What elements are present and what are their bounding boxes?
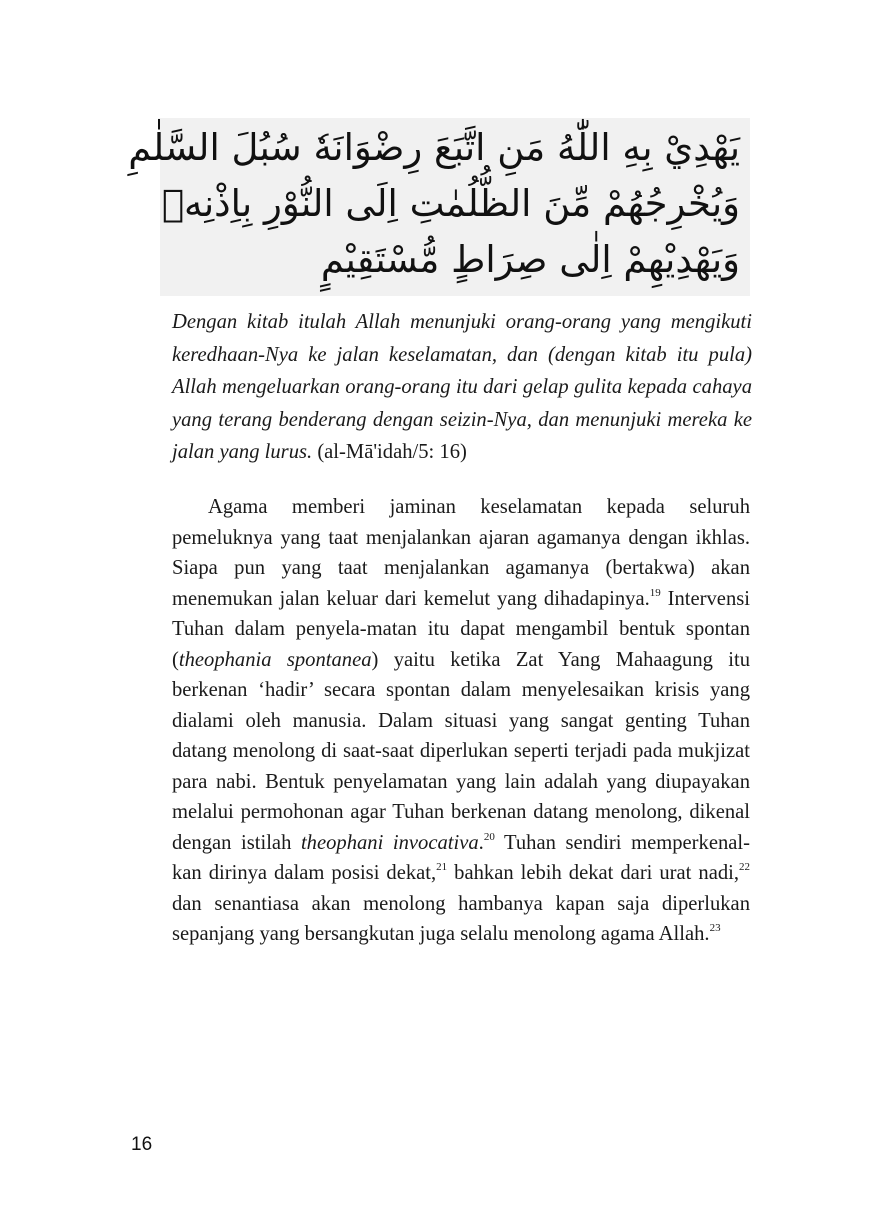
quran-verse-line-2: وَيُخْرِجُهُمْ مِّنَ الظُّلُمٰتِ اِلَى النُّوْرِ بِاِذْنِهٖ [161, 182, 740, 225]
translation-text: Dengan kitab itulah Allah menunjuki orang-orang yang mengikuti keredhaan-Nya ke jalan keselamatan, dan (dengan kitab itu pula) Allah mengeluarkan orang-orang itu dari gelap gulita kepada cahaya yang terang benderang dengan seizin-Nya, dan menunjuki mereka ke jalan yang lurus. [172, 311, 752, 463]
footnote-ref-23[interactable]: 23 [709, 922, 721, 934]
sentence-6: bahkan lebih dekat dari urat nadi, [447, 862, 739, 884]
footnote-ref-22[interactable]: 22 [739, 861, 750, 873]
sentence-4: . [478, 831, 484, 854]
sentence-1: Agama memberi jaminan keselamatan kepada seluruh pemeluknya yang taat menjalankan ajaran agamanya dengan ikhlas. Siapa pun yang taat menjalankan agamanya (bertakwa) akan menemukan jalan keluar dari kemelut yang dihadapinya. [172, 496, 750, 610]
footnote-ref-19[interactable]: 19 [649, 586, 661, 599]
verse-translation [172, 306, 752, 469]
body-paragraph [172, 492, 750, 950]
quran-verse-line-1: يَهْدِيْ بِهِ اللّٰهُ مَنِ اتَّبَعَ رِضْوَانَهٗ سُبُلَ السَّلٰمِ [128, 126, 740, 169]
sentence-5: Tuhan sendiri memperkenal-kan dirinya dalam posisi dekat, [172, 831, 750, 884]
footnote-ref-20[interactable]: 20 [483, 830, 495, 843]
page-number: 16 [131, 1134, 153, 1155]
paragraph [172, 492, 750, 950]
verse-reference: (al-Mā'idah/5: 16) [317, 441, 467, 463]
term-theophania-spontanea: theophania spontanea [178, 648, 372, 671]
quran-verse-block [128, 118, 750, 296]
term-theophani-invocativa: theophani invocativa [300, 831, 479, 854]
quran-verse-line-3: وَيَهْدِيْهِمْ اِلٰى صِرَاطٍ مُّسْتَقِيْمٍ [320, 238, 740, 281]
footnote-ref-21[interactable]: 21 [436, 861, 448, 873]
sentence-7: dan senantiasa akan menolong hambanya kapan saja diperlukan sepanjang yang bersangkutan juga selalu menolong agama Allah. [172, 892, 750, 945]
sentence-2: Intervensi Tuhan dalam penyela-matan itu dapat mengambil bentuk spontan ( [172, 587, 750, 671]
sentence-3: ) yaitu ketika Zat Yang Mahaagung itu berkenan ‘hadir’ secara spontan dalam menyelesaikan krisis yang dialami oleh manusia. Dalam situasi yang sangat genting Tuhan datang menolong di saat-saat diperlukan seperti terjadi pada mukjizat para nabi. Bentuk penyelamatan yang lain adalah yang diupayakan melalui permohonan agar Tuhan berkenan datang menolong, dikenal dengan istilah [172, 648, 750, 854]
